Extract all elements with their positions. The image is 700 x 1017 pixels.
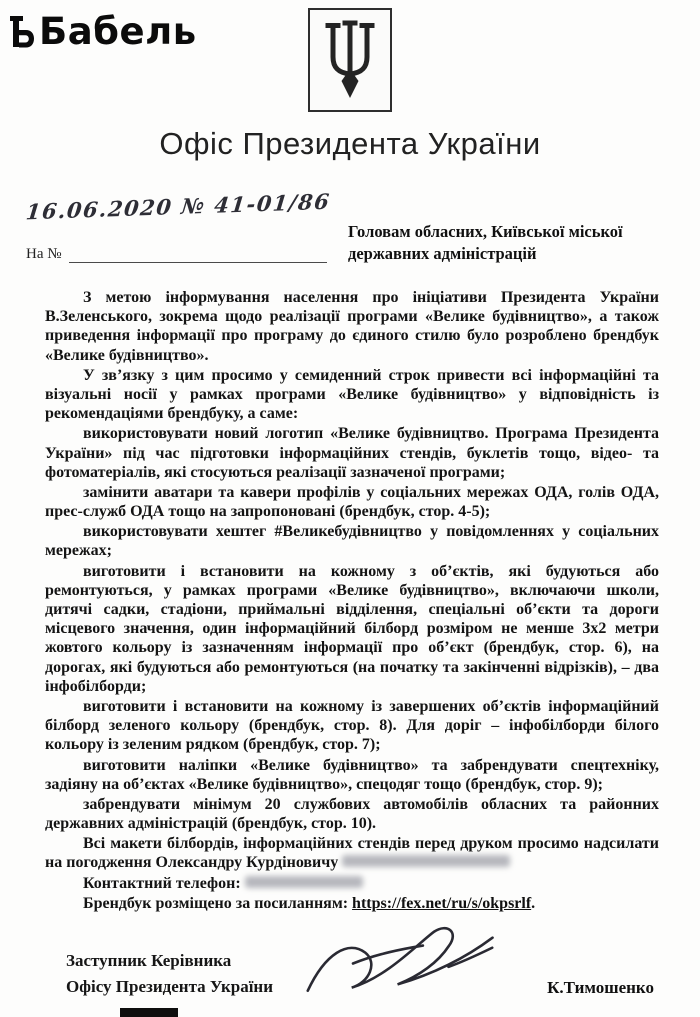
body-paragraph: використовувати хештег #Великебудівництво у повідомленнях у соціальних мережах; [45, 523, 659, 560]
babel-watermark [10, 10, 197, 53]
signature-autograph-icon [295, 915, 510, 1009]
org-title: Офіс Президента України [159, 126, 541, 161]
body-paragraph: З метою інформування населення про ініціативи Президента України В.Зеленського, зокрема щодо реалізації програми «Велике будівництво», а також приведення інформації про програму до єдиного стилю було розроблено брендбук «Велике будівництво». [45, 289, 659, 364]
contact-intro-text: Всі макети білбордів, інформаційних стендів перед друком просимо надсилати на погодження Олександру Курдіновичу [45, 835, 659, 872]
scan-artifact-bar [120, 1008, 178, 1017]
contact-paragraph [45, 834, 659, 872]
signer-name: К.Тимошенко [547, 978, 654, 997]
letter-body [45, 288, 659, 914]
body-paragraph: забрендувати мінімум 20 службових автомобілів обласних та районних державних адміністрацій (брендбук, стор. 10). [45, 795, 659, 833]
reply-number-label: На № [26, 246, 62, 262]
reply-number-row [26, 246, 327, 263]
addressee-line-2: державних адміністрацій [348, 244, 537, 264]
link-intro-text: Брендбук розміщено за посиланням: [83, 894, 349, 912]
babel-logo-mark-icon [10, 13, 34, 50]
signer-position-line-1: Заступник Керівника [66, 951, 232, 970]
signer-position-block [66, 948, 273, 999]
brandbook-link-paragraph [45, 894, 659, 913]
addressee-line-1: Головам обласних, Київської міської [348, 222, 623, 241]
link-period: . [531, 894, 536, 912]
brandbook-link[interactable]: https://fex.net/ru/s/okpsrlf [352, 894, 532, 912]
redacted-phone-smudge [245, 876, 363, 888]
coat-of-arms-box [308, 8, 392, 112]
babel-logo-text: Бабель [39, 10, 197, 53]
body-paragraph: замінити аватари та кавери профілів у соціальних мережах ОДА, голів ОДА, прес-служб ОДА тощо на запропоновані (брендбук, стор. 4-5); [45, 483, 659, 521]
body-paragraph: виготовити і встановити на кожному з об’єктів, які будуються або ремонтуються, у рамках програми «Велике будівництво», включаючи школи, дитячі садки, стадіони, приймальні відділення, спеціальні об’єкти та дороги місцевого значення, один інформаційний білборд розміром не менше 3х2 метри жовтого кольору із зазначенням інформації про об’єкт (брендбук, стор. 6), на дорогах, які будуються або ремонтуються (на початку та закінченні відрізків), – два інфобілборди; [45, 562, 659, 695]
body-paragraph: виготовити і встановити на кожному із завершених об’єктів інформаційний білборд зеленого кольору (брендбук, стор. 8). Для доріг – інфобілборди білого кольору із зеленим рядком (брендбук, стор. 7); [45, 697, 659, 754]
reply-number-blank-line [69, 247, 327, 263]
body-paragraph: У зв’язку з цим просимо у семиденний строк привести всі інформаційні та візуальні носії у рамках програми «Велике будівництво» у відповідність із рекомендаціями брендбуку, а саме: [45, 366, 659, 423]
redacted-email-smudge [342, 855, 510, 867]
phone-label: Контактний телефон: [83, 874, 241, 892]
phone-paragraph [45, 874, 659, 893]
ukraine-trident-icon [325, 19, 375, 101]
handwritten-date-number: 16.06.2020 № 41-01/86 [24, 188, 332, 225]
body-paragraph: виготовити наліпки «Велике будівництво» та забрендувати спецтехніку, задіяну на об’єктах «Велике будівництво», спецодяг тощо (брендбук, стор. 9); [45, 756, 659, 793]
addressee-block [348, 221, 678, 266]
body-paragraph: використовувати новий логотип «Велике будівництво. Програма Президента України» під час підготовки інформаційних стендів, буклетів тощо, відео- та фотоматеріалів, які стосуються реалізації зазначеної програми; [45, 425, 659, 481]
signer-position-line-2: Офісу Президента України [66, 976, 274, 996]
